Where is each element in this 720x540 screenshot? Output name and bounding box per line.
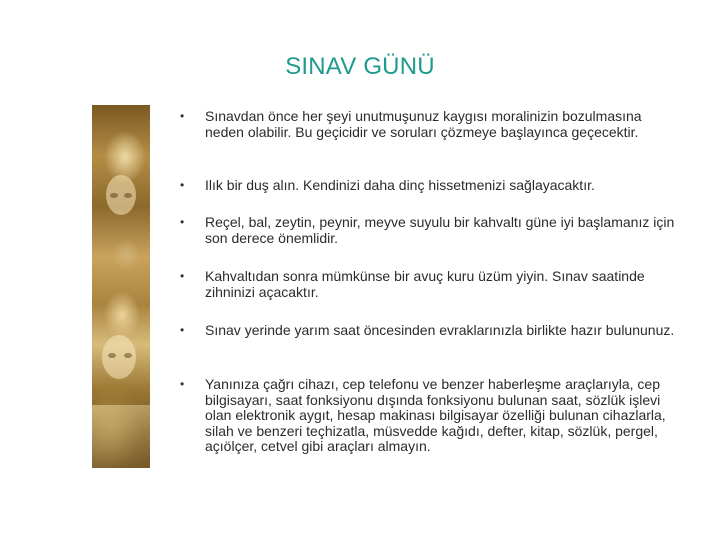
bullet-text: Reçel, bal, zeytin, peynir, meyve suyulu bir kahvaltı güne iyi başlamanız için son derece önemlidir.: [205, 214, 675, 246]
photo-shade: [124, 353, 132, 358]
photo-paper: [92, 405, 150, 468]
photo-shade: [124, 193, 132, 198]
bullet-marker: •: [180, 109, 185, 123]
bullet-marker: •: [180, 323, 185, 337]
bullet-text: Ilık bir duş alın. Kendinizi daha dinç hissetmenizi sağlayacaktır.: [205, 177, 595, 193]
bullet-marker: •: [180, 215, 185, 229]
bullet-marker: •: [180, 269, 185, 283]
bullet-marker: •: [180, 178, 185, 192]
bullet-text: Kahvaltıdan sonra mümkünse bir avuç kuru üzüm yiyin. Sınav saatinde zihninizi açacaktır.: [205, 268, 645, 300]
photo-shade: [110, 193, 118, 198]
slide-title: SINAV GÜNÜ: [285, 53, 435, 80]
photo-shade: [108, 353, 116, 358]
bullet-text: Sınav yerinde yarım saat öncesinden evraklarınızla birlikte hazır bulununuz.: [205, 322, 675, 338]
bullet-text: Sınavdan önce her şeyi unutmuşunuz kaygısı moralinizin bozulmasına neden olabilir. Bu geçicidir ve soruları çözmeye başlayınca geçecektir.: [205, 108, 642, 140]
bullet-text: Yanınıza çağrı cihazı, cep telefonu ve benzer haberleşme araçlarıyla, cep bilgisayarı, saat fonksiyonu dışında fonksiyonu bulunan saat, sözlük işlevi olan elektronik aygıt, hesap makinası bilgisayar özelliği bulunan cihazlarla, silah ve benzeri teçhizatla, müsvedde kağıdı, defter, kitap, sözlük, pergel, açıölçer, cetvel gibi araçları almayın.: [205, 376, 666, 454]
bullet-marker: •: [180, 377, 185, 391]
decorative-photo: [92, 105, 150, 468]
